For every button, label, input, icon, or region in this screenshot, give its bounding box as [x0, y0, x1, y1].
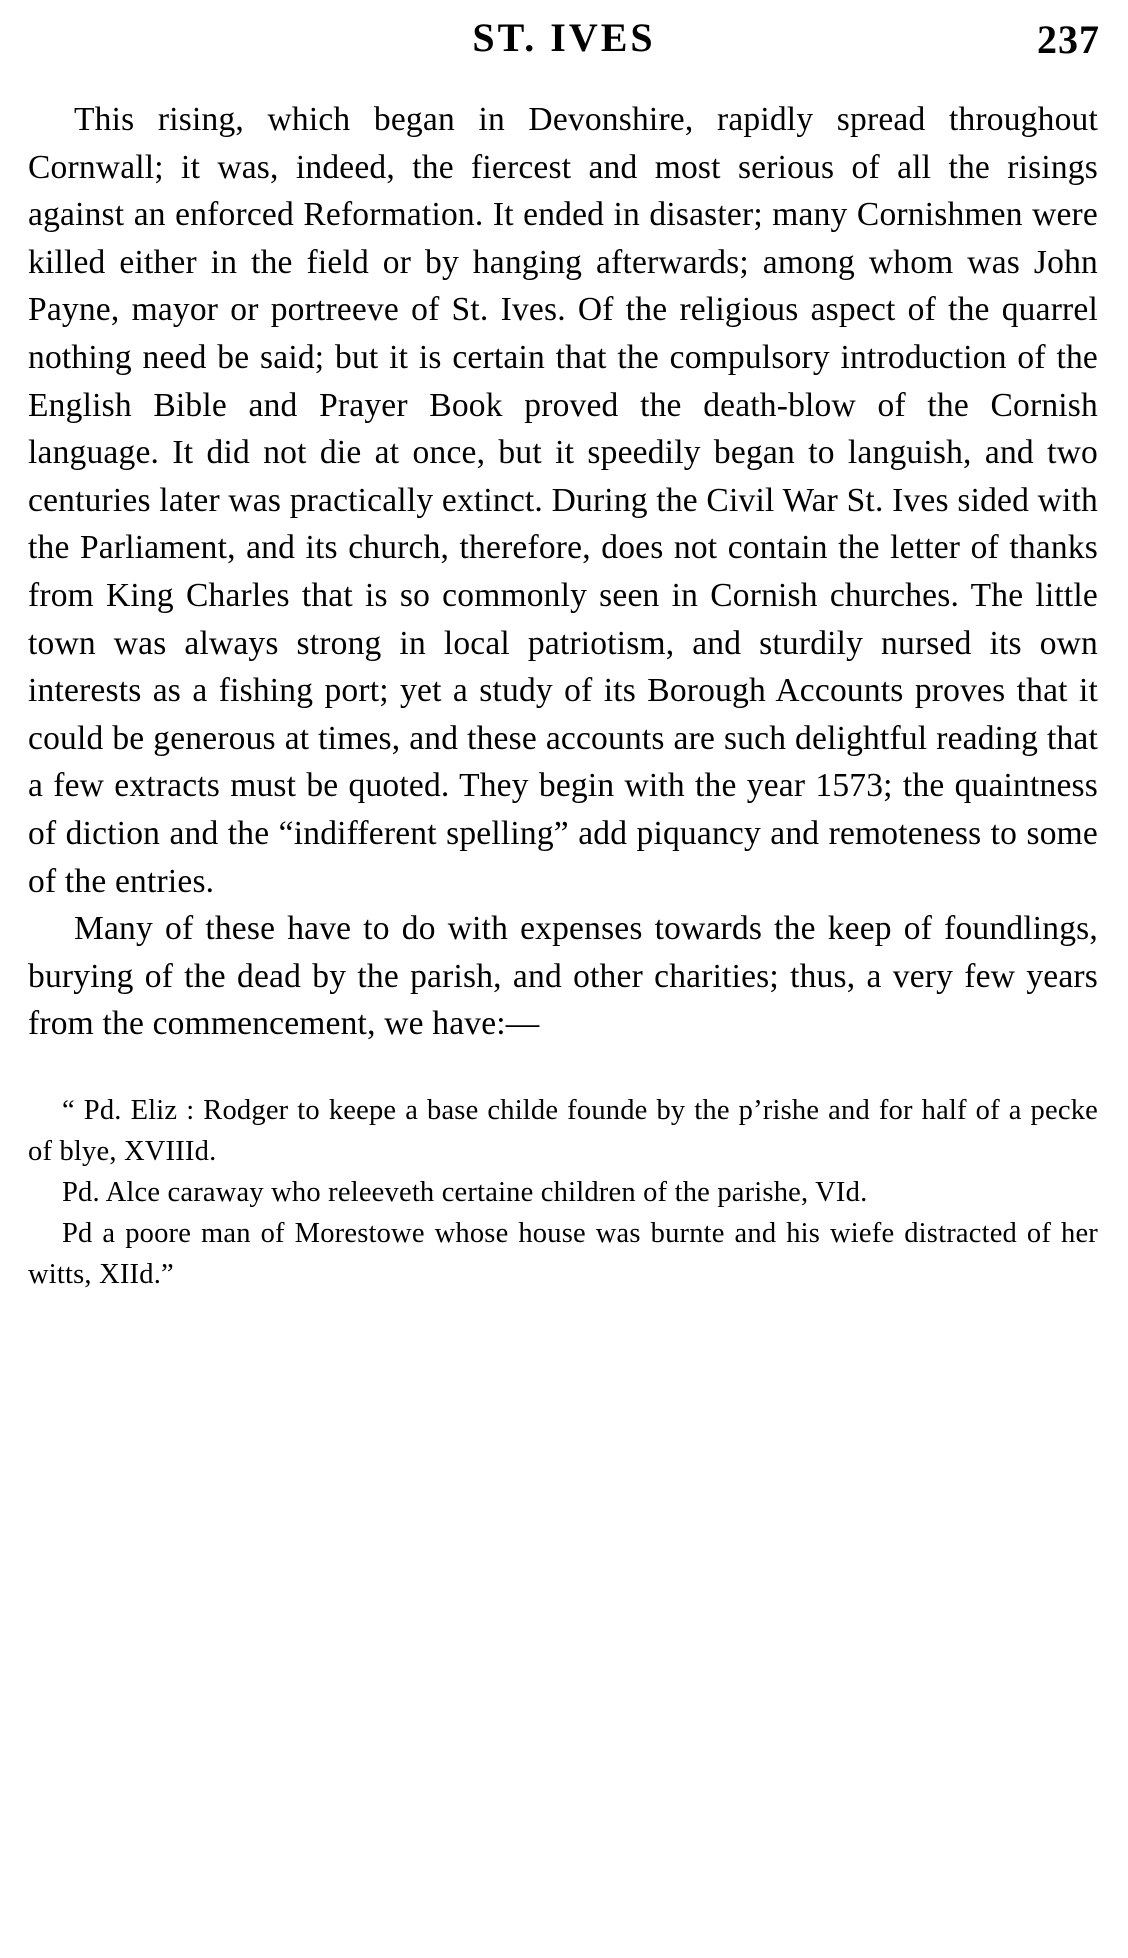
quoted-extracts [28, 1090, 1098, 1295]
paragraph: This rising, which began in Devonshire, rapidly spread throughout Cornwall; it was, indeed, the fiercest and most serious of all the risings against an enforced Reformation. It ended in disaster; many Cornishmen were killed either in the field or by hanging afterwards; among whom was John Payne, mayor or portreeve of St. Ives. Of the religious aspect of the quarrel nothing need be said; but it is certain that the compulsory introduction of the English Bible and Prayer Book proved the death-blow of the Cornish language. It did not die at once, but it speedily began to languish, and two centuries later was practically extinct. During the Civil War St. Ives sided with the Parliament, and its church, therefore, does not contain the letter of thanks from King Charles that is so commonly seen in Cornish churches. The little town was always strong in local patriotism, and sturdily nursed its own interests as a fishing port; yet a study of its Borough Accounts proves that it could be generous at times, and these accounts are such delightful reading that a few extracts must be quoted. They begin with the year 1573; the quaintness of diction and the “indifferent spelling” add piquancy and remoteness to some of the entries. [28, 101, 1098, 900]
paragraph: Many of these have to do with expenses towards the keep of foundlings, burying of the dead by the parish, and other charities; thus, a very few years from the commencement, we have:— [28, 910, 1098, 1043]
running-head [0, 0, 1128, 96]
body-text [28, 96, 1098, 1048]
page-title: ST. IVES [472, 15, 656, 60]
quote-paragraph: “ Pd. Eliz : Rodger to keepe a base childe founde by the p’rishe and for half of a pecke of blye, XVIIId. [28, 1094, 1098, 1167]
page-number: 237 [1037, 17, 1100, 62]
quote-paragraph: Pd. Alce caraway who releeveth certaine children of the parishe, VId. [62, 1176, 868, 1208]
quote-paragraph: Pd a poore man of Morestowe whose house was burnte and his wiefe distracted of her witts, XIId.” [28, 1217, 1098, 1290]
